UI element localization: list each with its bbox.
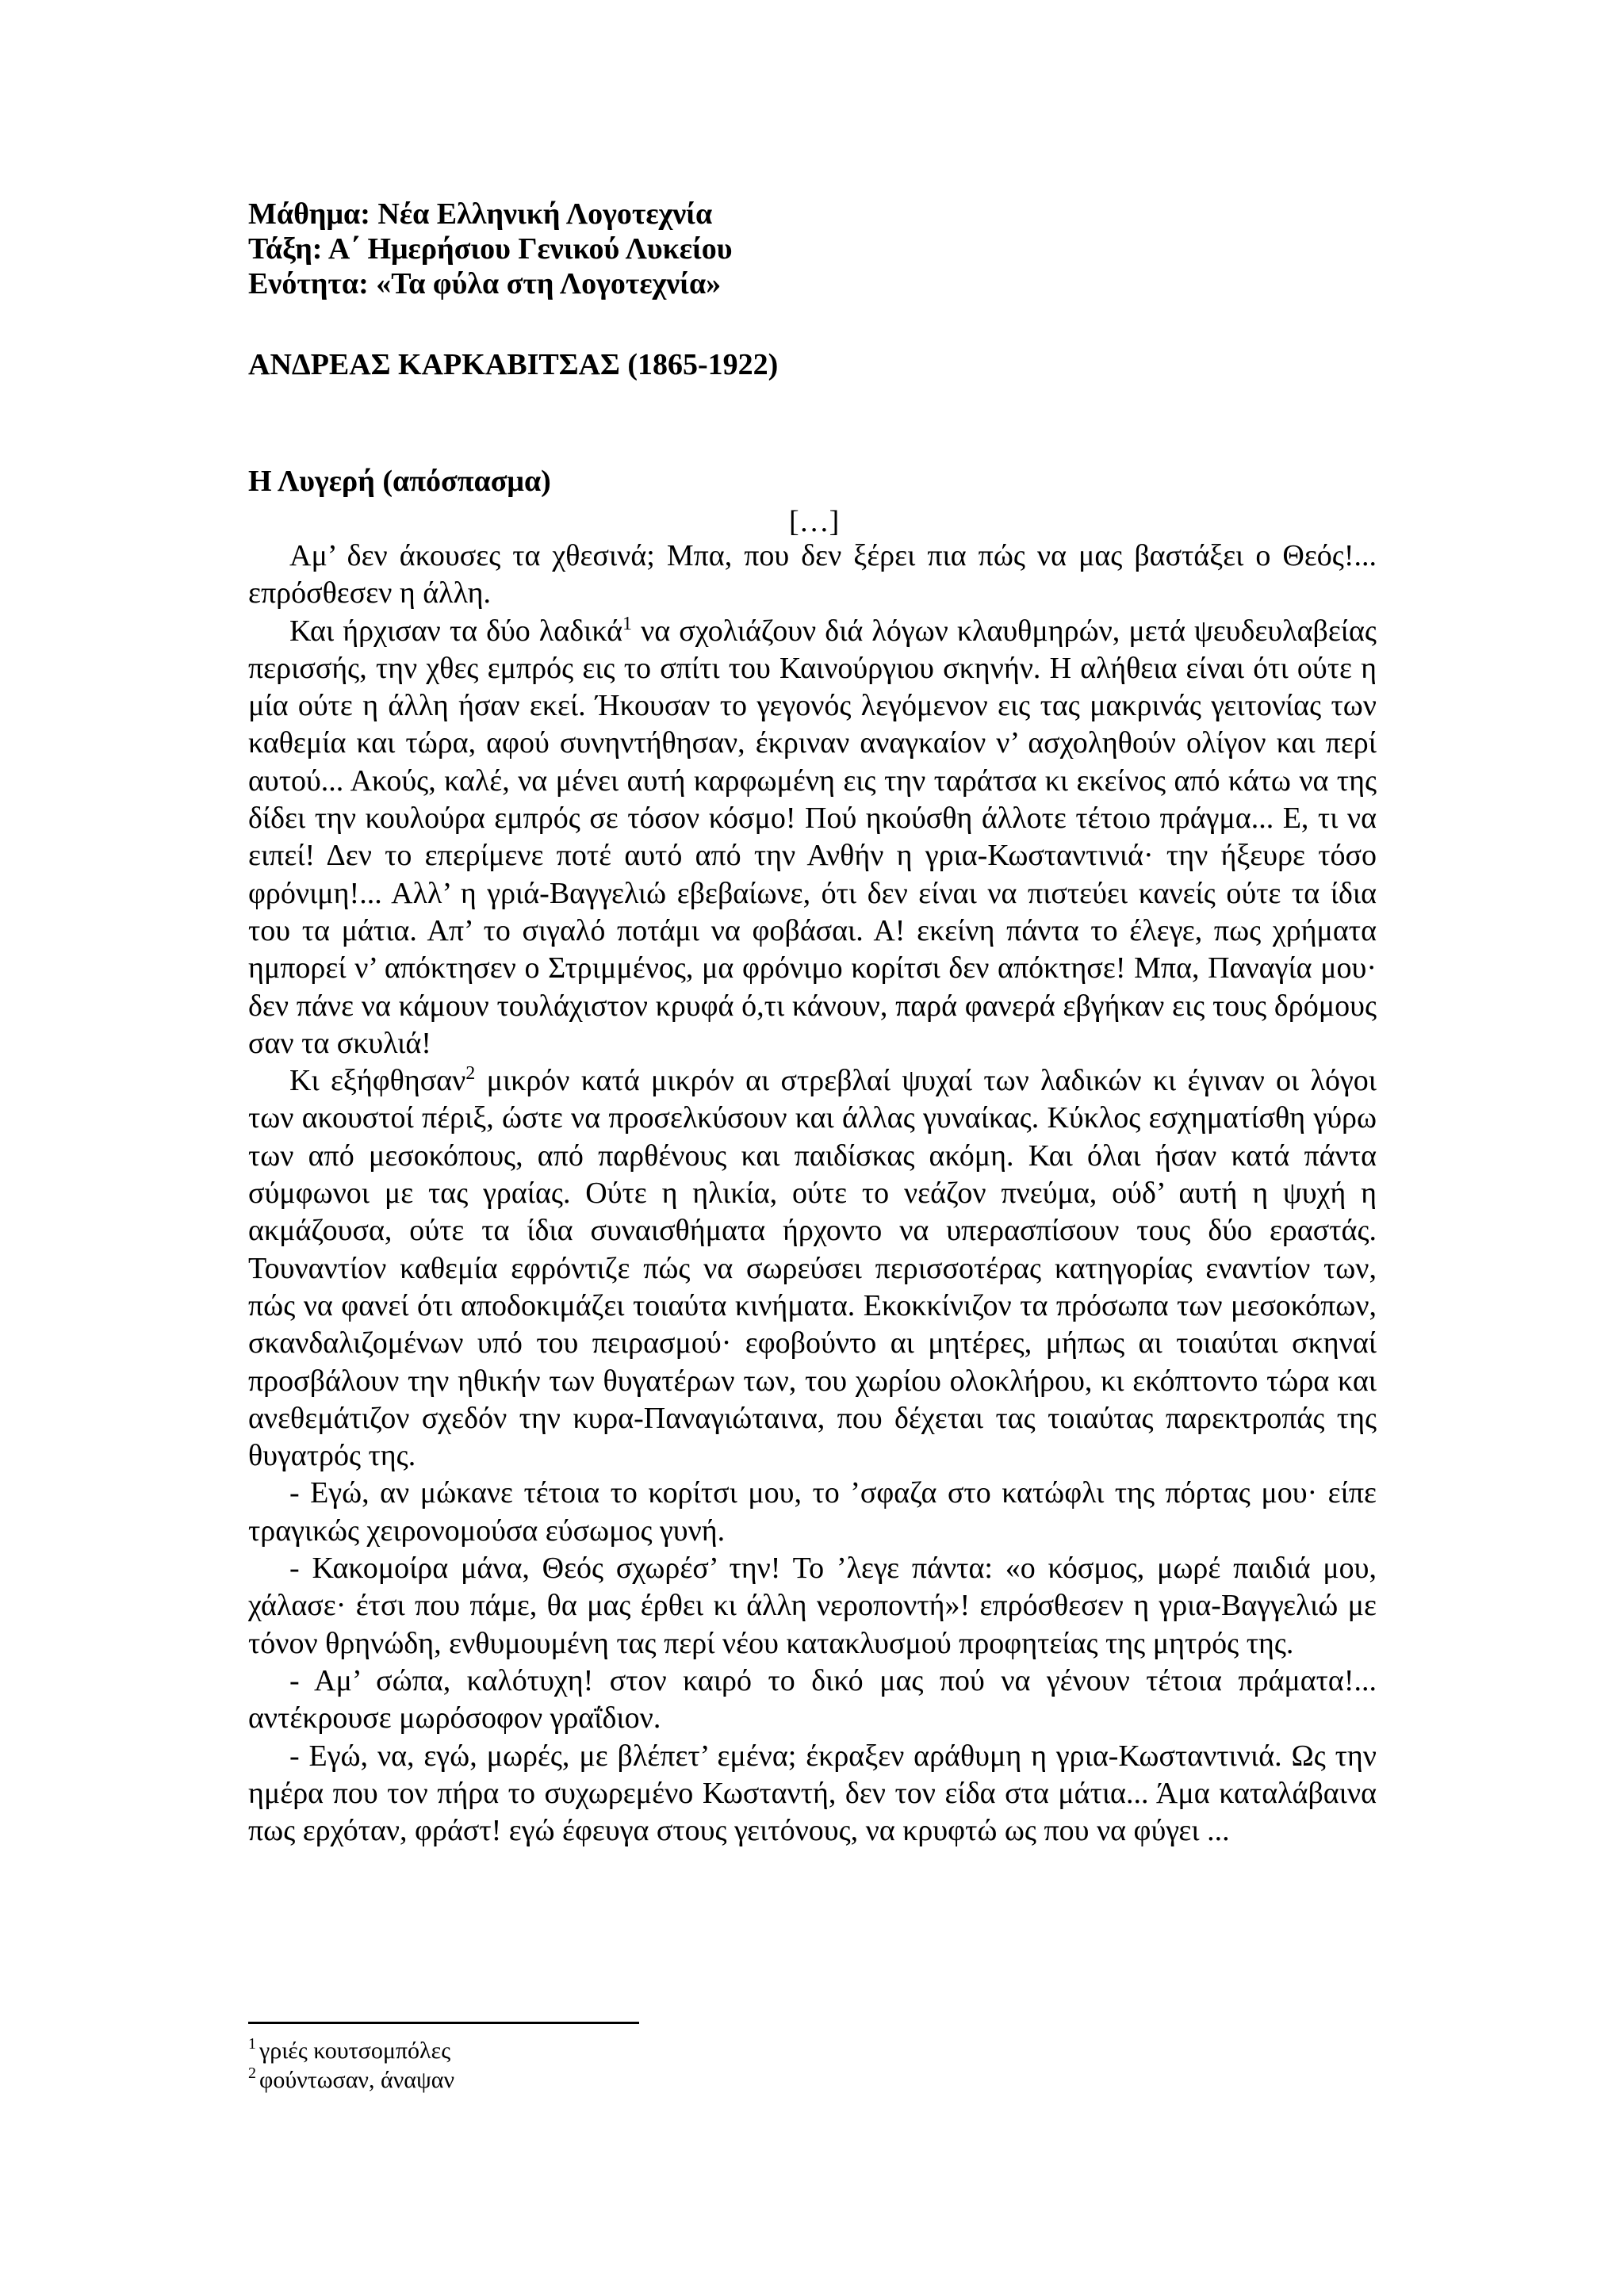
author-heading: ΑΝΔΡΕΑΣ ΚΑΡΚΑΒΙΤΣΑΣ (1865-1922) [248,348,779,381]
footnote-2-text: φούντωσαν, άναψαν [259,2067,455,2093]
dialogue-3: - Αμ’ σώπα, καλότυχη! στον καιρό το δικό μας πού να γένουν τέτοια πράματα!... αντέκρουσε μωρόσοφον γραΐδιον. [248,1663,1377,1735]
excerpt-body [248,538,1377,1850]
footnotes [248,2036,454,2095]
dialogue-1: - Εγώ, αν μώκανε τέτοια το κορίτσι μου, το ’σφαζα στο κατώφλι της πόρτας μου· είπε τραγικώς χειρονομούσα εύσωμος γυνή. [248,1476,1377,1548]
paragraph-1: Αμ’ δεν άκουσες τα χθεσινά; Μπα, που δεν ξέρει πια πώς να μας βαστάξει ο Θεός!... επρόσθεσεν η άλλη. [248,539,1377,610]
footnote-1 [248,2036,454,2065]
omission-mark: […] [789,505,840,538]
paragraph-3-start: Κι εξήφθησαν [289,1064,466,1098]
footnote-1-text: γριές κουτσομπόλες [259,2038,451,2064]
paragraph-2-start: Και ήρχισαν τα δύο λαδικά [289,614,623,648]
paragraph-2 [248,613,1377,1063]
grade-line: Τάξη: Α΄ Ημερήσιου Γενικού Λυκείου [248,232,733,266]
dialogue-4: - Εγώ, να, εγώ, μωρές, με βλέπετ’ εμένα; έκραξεν αράθυμη η γρια-Κωσταντινιά. Ως την ημέρα που τον πήρα το συχωρεμένο Κωσταντή, δεν τον είδα στα μάτια... Άμα καταλάβαινα πως ερχόταν, φράστ! εγώ έφευγα στους γειτόνους, να κρυφτώ ως που να φύγει ... [248,1739,1377,1848]
footnote-2 [248,2065,454,2095]
work-title: Η Λυγερή (απόσπασμα) [248,465,551,498]
footnote-1-number: 1 [248,2035,256,2053]
paragraph-3-rest: μικρόν κατά μικρόν αι στρεβλαί ψυχαί των λαδικών κι έγιναν οι λόγοι των ακουστοί πέριξ, ώστε να προσελκύσουν και άλλας γυναίκας. Κύκλος εσχηματίσθη γύρω των από μεσοκόπους, από παρθένους και παιδίσκας ακόμη. Και όλαι ήσαν κατά πάντα σύμφωνοι με τας γραίας. Ούτε η ηλικία, ούτε το νεάζον πνεύμα, ούδ’ αυτή η ψυχή η ακμάζουσα, ούτε τα ίδια συναισθήματα ήρχοντο να υπερασπίσουν τους δύο εραστάς. Τουναντίον καθεμία εφρόντιζε πώς να σωρεύσει περισσοτέρας κατηγορίας εναντίον των, πώς να φανεί ότι αποδοκιμάζει τοιαύτα κινήματα. Εκοκκίνιζον τα πρόσωπα των μεσοκόπων, σκανδαλιζομένων υπό του πειρασμού· εφοβούντο αι μητέρες, μήπως αι τοιαύται σκηναί προσβάλουν την ηθικήν των θυγατέρων των, του χωρίου ολοκλήρου, κι εκόπτοντο τώρα και ανεθεμάτιζον σχεδόν την κυρα-Παναγιώταινα, που δέχεται τας τοιαύτας παρεκτροπάς της θυγατρός της. [248,1064,1377,1473]
subject-line: Μάθημα: Νέα Ελληνική Λογοτεχνία [248,197,713,231]
footnote-ref-1: 1 [622,613,633,634]
paragraph-3 [248,1062,1377,1475]
footnote-2-number: 2 [248,2064,256,2082]
footnote-divider [248,2022,639,2024]
document-header [248,197,732,301]
footnote-ref-2: 2 [465,1063,476,1085]
unit-line: Ενότητα: «Τα φύλα στη Λογοτεχνία» [248,267,722,300]
dialogue-2: - Κακομοίρα μάνα, Θεός σχωρέσ’ την! Το ’λεγε πάντα: «ο κόσμος, μωρέ παιδιά μου, χάλασε· έτσι που πάμε, θα μας έρθει κι άλλη νεροποντή»! επρόσθεσεν η γρια-Βαγγελιώ με τόνον θρηνώδη, ενθυμουμένη τας περί νέου κατακλυσμού προφητείας της μητρός της. [248,1552,1377,1660]
paragraph-2-rest: να σχολιάζουν διά λόγων κλαυθμηρών, μετά ψευδευλαβείας περισσής, την χθες εμπρός εις το σπίτι του Καινούργιου σκηνήν. Η αλήθεια είναι ότι ούτε η μία ούτε η άλλη ήσαν εκεί. Ήκουσαν το γεγονός λεγόμενον εις τας μακρινάς γειτονίας των καθεμία και τώρα, αφού συνηντήθησαν, έκριναν αναγκαίον ν’ ασχοληθούν ολίγον και περί αυτού... Ακούς, καλέ, να μένει αυτή καρφωμένη εις την ταράτσα κι εκείνος από κάτω να της δίδει την κουλούρα εμπρός σε τόσον κόσμο! Πού ηκούσθη άλλοτε τέτοιο πράγμα... Ε, τι να ειπεί! Δεν το επερίμενε ποτέ αυτό από την Ανθήν η γρια-Κωσταντινιά· την ήξευρε τόσο φρόνιμη!... Αλλ’ η γριά-Βαγγελιώ εβεβαίωνε, ότι δεν είναι να πιστεύει κανείς ούτε τα ίδια του τα μάτια. Απ’ το σιγαλό ποτάμι να φοβάσαι. Α! εκείνη πάντα το έλεγε, πως χρήματα ημπορεί ν’ απόκτησεν ο Στριμμένος, μα φρόνιμο κορίτσι δεν απόκτησε! Μπα, Παναγία μου· δεν πάνε να κάμουν τουλάχιστον κρυφά ό,τι κάνουν, παρά φανερά εβγήκαν εις τους δρόμους σαν τα σκυλιά! [248,614,1377,1060]
